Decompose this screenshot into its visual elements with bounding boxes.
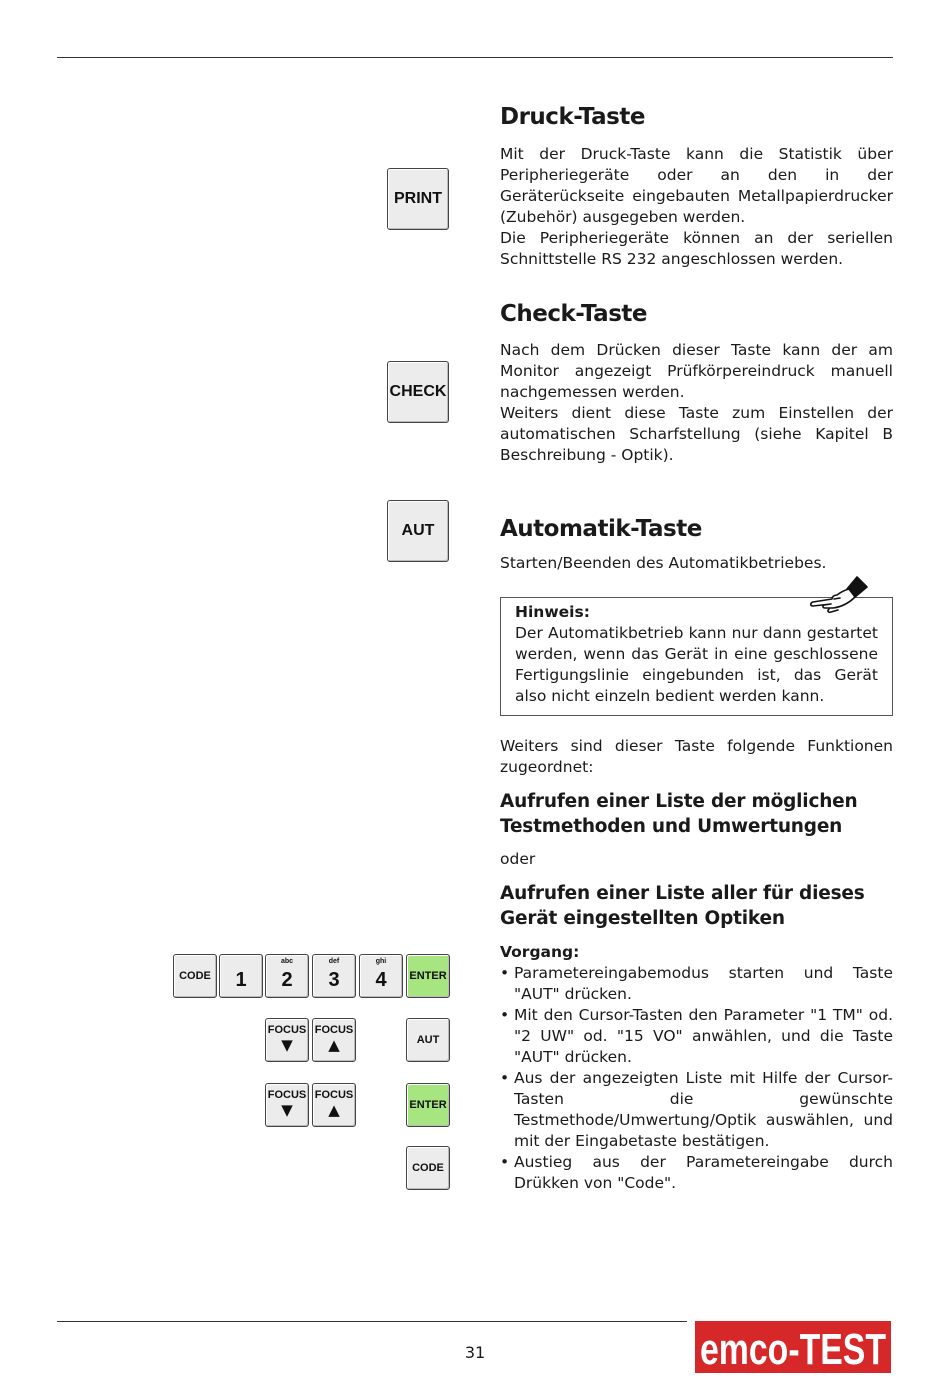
automatik-title: Automatik-Taste xyxy=(500,516,702,542)
pointing-hand-icon xyxy=(805,573,871,615)
print-key-label: PRINT xyxy=(394,190,442,207)
key-3 xyxy=(312,954,356,998)
code-key xyxy=(173,954,217,998)
code-key-label: CODE xyxy=(179,970,211,982)
check-key xyxy=(387,361,449,423)
aut-key xyxy=(387,500,449,562)
aut-key-small xyxy=(406,1018,450,1062)
step-2 xyxy=(500,1005,893,1068)
focus-down-key-1 xyxy=(265,1018,309,1062)
focus-down-key-2 xyxy=(265,1083,309,1127)
procedure-steps xyxy=(500,963,893,1194)
check-title: Check-Taste xyxy=(500,301,647,327)
focus-label: FOCUS xyxy=(267,1089,307,1101)
hint-title: Hinweis: xyxy=(515,603,590,621)
down-arrow-icon: ▼ xyxy=(281,1101,293,1119)
up-arrow-icon: ▲ xyxy=(328,1036,340,1054)
bullet: • xyxy=(500,1069,510,1087)
step-3 xyxy=(500,1068,893,1152)
print-key xyxy=(387,168,449,230)
code-key-label: CODE xyxy=(412,1162,444,1174)
step-1 xyxy=(500,963,893,1005)
logo-text: emco-TEST xyxy=(700,1325,887,1374)
key-1 xyxy=(219,954,263,998)
function-2: Aufrufen einer Liste aller für dieses Gerät eingestellten Optiken xyxy=(500,883,865,929)
key-4-sub: ghi xyxy=(375,958,387,965)
druck-text: Mit der Druck-Taste kann die Statistik über Peripheriegeräte oder an den in der Geräterückseite eingebauten Metallpapierdrucker (Zubehör) ausgegeben werden. xyxy=(500,145,893,226)
key-4 xyxy=(359,954,403,998)
enter-key-1 xyxy=(406,954,450,998)
key-3-sub: def xyxy=(328,958,340,965)
key-3-label: 3 xyxy=(328,968,340,991)
focus-label: FOCUS xyxy=(267,1024,307,1036)
functions-section xyxy=(500,736,893,1194)
key-2-label: 2 xyxy=(281,968,293,991)
automatik-header xyxy=(500,515,893,574)
druck-text-2: Die Peripheriegeräte können an der seriellen Schnittstelle RS 232 angeschlossen werden. xyxy=(500,229,893,268)
check-section xyxy=(500,300,893,466)
top-rule xyxy=(57,57,893,58)
enter-key-label: ENTER xyxy=(409,970,447,982)
bullet: • xyxy=(500,1006,510,1024)
down-arrow-icon: ▼ xyxy=(281,1036,293,1054)
druck-title: Druck-Taste xyxy=(500,104,645,130)
key-2-sub: abc xyxy=(280,958,294,965)
druck-section xyxy=(500,103,893,270)
key-4-label: 4 xyxy=(375,968,387,991)
bottom-rule xyxy=(57,1321,687,1322)
focus-up-key-1 xyxy=(312,1018,356,1062)
step-2-text: Mit den Cursor-Tasten den Parameter "1 TM" od. "2 UW" od. "15 VO" anwählen, und die Taste "AUT" drücken. xyxy=(514,1006,893,1066)
focus-label: FOCUS xyxy=(314,1024,354,1036)
key-2 xyxy=(265,954,309,998)
oder-text: oder xyxy=(500,850,536,868)
check-text: Nach dem Drücken dieser Taste kann der am Monitor angezeigt Prüfkörpereindruck manuell nachgemessen werden. xyxy=(500,341,893,401)
enter-key-label: ENTER xyxy=(409,1099,447,1111)
up-arrow-icon: ▲ xyxy=(328,1101,340,1119)
key-1-label: 1 xyxy=(235,968,247,991)
step-3-text: Aus der angezeigten Liste mit Hilfe der Cursor-Tasten die gewünschte Testmethode/Umwertung/Optik auswählen, und mit der Eingabetaste bestätigen. xyxy=(514,1069,893,1150)
hint-text: Der Automatikbetrieb kann nur dann gestartet werden, wenn das Gerät in eine geschlossene Fertigungslinie eingebunden ist, das Gerät also nicht einzeln bedient werden kann. xyxy=(515,624,878,705)
check-text-2: Weiters dient diese Taste zum Einstellen der automatischen Scharfstellung (siehe Kapitel B Beschreibung - Optik). xyxy=(500,404,893,464)
step-4 xyxy=(500,1152,893,1194)
focus-label: FOCUS xyxy=(314,1089,354,1101)
step-1-text: Parametereingabemodus starten und Taste "AUT" drücken. xyxy=(514,964,893,1003)
function-1: Aufrufen einer Liste der möglichen Testmethoden und Umwertungen xyxy=(500,791,858,837)
enter-key-2 xyxy=(406,1083,450,1127)
check-key-label: CHECK xyxy=(389,383,447,400)
procedure-title: Vorgang: xyxy=(500,943,580,961)
step-4-text: Austieg aus der Parametereingabe durch Drükken von "Code". xyxy=(514,1153,893,1192)
aut-key-small-label: AUT xyxy=(416,1034,440,1046)
emco-test-logo xyxy=(695,1321,891,1373)
code-key-2 xyxy=(406,1146,450,1190)
focus-up-key-2 xyxy=(312,1083,356,1127)
page-number: 31 xyxy=(464,1343,486,1362)
bullet: • xyxy=(500,964,510,982)
functions-intro: Weiters sind dieser Taste folgende Funktionen zugeordnet: xyxy=(500,737,893,776)
automatik-text: Starten/Beenden des Automatikbetriebes. xyxy=(500,554,827,572)
bullet: • xyxy=(500,1153,510,1171)
aut-key-label: AUT xyxy=(401,522,435,539)
